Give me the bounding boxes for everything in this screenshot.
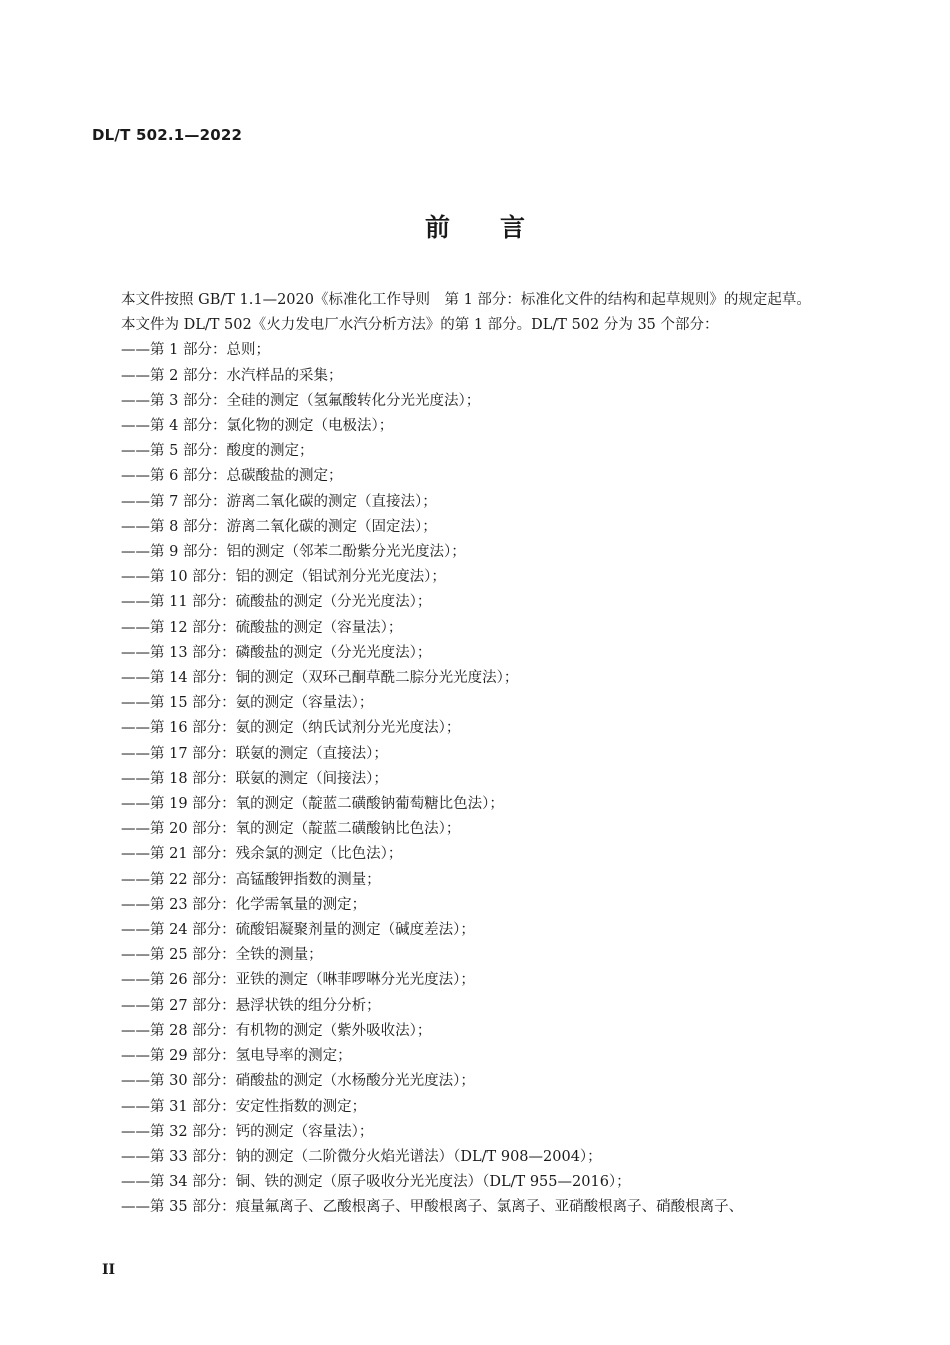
list-item: ——第 22 部分：高锰酸钾指数的测量； [121,871,381,888]
list-item: ——第 26 部分：亚铁的测定（啉菲啰啉分光光度法）； [121,972,475,989]
list-item: ——第 5 部分：酸度的测定； [121,443,314,460]
list-item: ——第 28 部分：有机物的测定（紫外吸收法）； [121,1022,432,1039]
list-item: ——第 17 部分：联氨的测定（直接法）； [121,745,388,762]
list-item: ——第 9 部分：铝的测定（邻苯二酚紫分光光度法）； [121,544,466,561]
list-item: ——第 32 部分：钙的测定（容量法）； [121,1123,374,1140]
intro-paragraph-2: 本文件为 DL/T 502《火力发电厂水汽分析方法》的第 1 部分。DL/T 502 分为 35 个部分： [121,317,719,334]
list-item: ——第 14 部分：铜的测定（双环己酮草酰二腙分光光度法）； [121,670,519,687]
list-item: ——第 21 部分：残余氯的测定（比色法）； [121,846,403,863]
list-item: ——第 15 部分：氨的测定（容量法）； [121,695,374,712]
list-item: ——第 8 部分：游离二氧化碳的测定（固定法）； [121,518,437,535]
list-item: ——第 1 部分：总则； [121,342,270,359]
intro-paragraph-1: 本文件按照 GB/T 1.1—2020《标准化工作导则 第 1 部分：标准化文件的结构和起草规则》的规定起草。 [121,292,811,308]
list-item: ——第 7 部分：游离二氧化碳的测定（直接法）； [121,493,437,510]
list-item: ——第 34 部分：铜、铁的测定（原子吸收分光光度法）（DL/T 955—2016）； [121,1174,631,1191]
list-item: ——第 30 部分：硝酸盐的测定（水杨酸分光光度法）； [121,1073,475,1090]
list-item: ——第 27 部分：悬浮状铁的组分分析； [121,997,381,1014]
list-item: ——第 18 部分：联氨的测定（间接法）； [121,770,388,787]
document-code: DL/T 502.1—2022 [92,126,243,144]
list-item: ——第 23 部分：化学需氧量的测定； [121,896,367,913]
list-item: ——第 10 部分：铝的测定（铝试剂分光光度法）； [121,569,446,586]
list-item: ——第 11 部分：硫酸盐的测定（分光光度法）； [121,594,432,611]
list-item: ——第 33 部分：钠的测定（二阶微分火焰光谱法）（DL/T 908—2004）； [121,1148,602,1165]
list-item: ——第 6 部分：总碳酸盐的测定； [121,468,343,485]
list-item: ——第 25 部分：全铁的测量； [121,947,323,964]
list-item: ——第 4 部分：氯化物的测定（电极法）； [121,418,394,435]
list-item: ——第 12 部分：硫酸盐的测定（容量法）； [121,619,403,636]
list-item: ——第 13 部分：磷酸盐的测定（分光光度法）； [121,644,432,661]
parts-list [92,338,850,1220]
document-body [92,288,850,1221]
list-item: ——第 35 部分：痕量氟离子、乙酸根离子、甲酸根离子、氯离子、亚硝酸根离子、硝酸根离子、 [121,1199,744,1216]
list-item: ——第 29 部分：氢电导率的测定； [121,1048,352,1065]
list-item: ——第 31 部分：安定性指数的测定； [121,1098,367,1115]
list-item: ——第 16 部分：氨的测定（纳氏试剂分光光度法）； [121,720,461,737]
page-title: 前言 [424,213,575,242]
list-item: ——第 20 部分：氧的测定（靛蓝二磺酸钠比色法）； [121,821,461,838]
list-item: ——第 19 部分：氧的测定（靛蓝二磺酸钠葡萄糖比色法）； [121,796,504,813]
list-item: ——第 3 部分：全硅的测定（氢氟酸转化分光光度法）； [121,392,481,409]
list-item: ——第 2 部分：水汽样品的采集； [121,367,343,384]
list-item: ——第 24 部分：硫酸铝凝聚剂量的测定（碱度差法）； [121,922,475,939]
page-number: II [102,1262,116,1278]
